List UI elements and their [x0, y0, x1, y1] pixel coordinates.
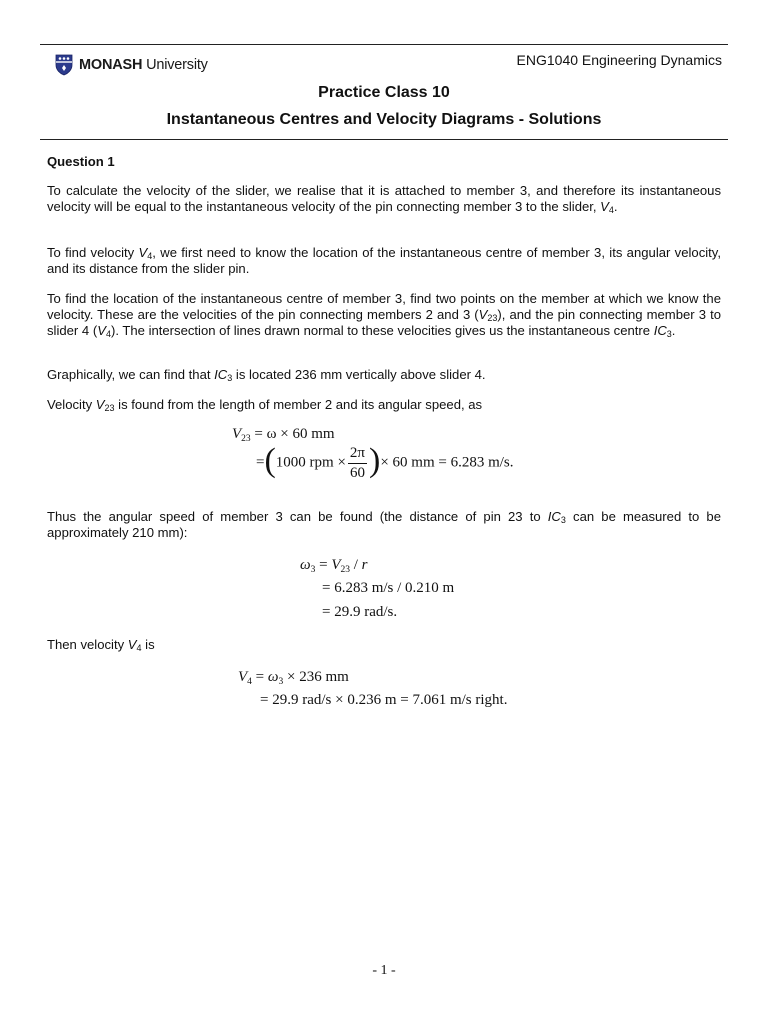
equation-3-line-1: $V_4 = \omega_3 \times 236$ mm: [238, 669, 349, 687]
paragraph-1: To calculate the velocity of the slider, we realise that it is attached to member 3, and therefore its instantaneous velocity will be equal to the instantaneous velocity of the pin connecting member 3 to the slider, $V_4$.: [47, 183, 721, 215]
header-top-rule: [40, 44, 728, 45]
paragraph-2: To find velocity $V_4$, we first need to know the location of the instantaneous centre of member 3, its angular velocity, and its distance from the slider pin.: [47, 245, 722, 276]
paragraph-7: Then velocity $V_4$ is: [47, 637, 155, 653]
page-title: Practice Class 10: [318, 84, 450, 101]
course-name: ENG1040 Engineering Dynamics: [516, 52, 722, 68]
paragraph-3: To find the location of the instantaneous centre of member 3, find two points on the member at which we know the velocity. These are the velocities of the pin connecting members 2 and 3 $(V_{23})$, and the pin connecting member 3 to slider 4 $(V_4)$. The intersection of lines drawn normal to these velocities gives us the instantaneous centre $IC_3$.: [47, 291, 721, 339]
logo-wordmark: MONASH University: [79, 57, 208, 73]
equation-1-line-1: $V_{23} = \omega \times 60$ mm: [232, 426, 335, 444]
page-number: - 1 -: [372, 963, 396, 978]
paragraph-4: Graphically, we can find that $IC_3$ is located 236 mm vertically above slider 4.: [47, 367, 486, 383]
equation-2-line-3: = 29.9 rad/s.: [322, 604, 398, 620]
fraction: $\frac{2\pi}{60}$: [349, 444, 365, 481]
equation-2-line-2: = 6.283 m/s / 0.210 m: [322, 580, 455, 596]
paragraph-5: Velocity $V_{23}$ is found from the length of member 2 and its angular speed, as: [47, 397, 483, 413]
equation-2-line-1: $\omega_3 = V_{23} / r$: [300, 557, 368, 575]
page-subtitle: Instantaneous Centres and Velocity Diagrams - Solutions: [166, 111, 602, 128]
question-heading: Question 1: [47, 154, 115, 169]
equation-1-line-2: =(1000 rpm × $\frac{2\pi}{60}$ )× 60 mm = 6.283 m/s.: [256, 442, 514, 481]
paragraph-6: Thus the angular speed of member 3 can be found (the distance of pin 23 to $IC_3$ can be measured to be approximately 210 mm):: [47, 509, 721, 540]
university-logo: [55, 52, 208, 78]
equation-3-line-2: = 29.9 rad/s × 0.236 m = 7.061 m/s right.: [260, 692, 508, 708]
crest-icon: [55, 54, 73, 76]
header-bottom-rule: [40, 139, 728, 140]
